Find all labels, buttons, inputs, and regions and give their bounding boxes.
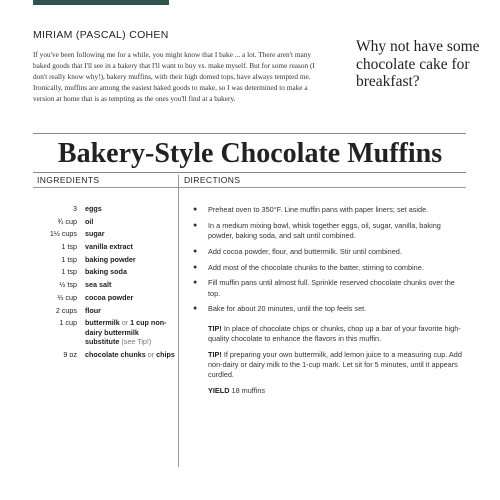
tips-section [208,324,463,396]
ingredient-item [33,242,175,252]
ingredient-item [33,267,175,277]
bullet-icon: ● [193,263,198,271]
ingredient-qty: 1 tsp [61,267,77,277]
bullet-icon: ● [193,206,198,213]
ingredient-qty: ¾ cup [57,216,77,226]
tip-label: TIP! [208,350,222,359]
ingredient-item [33,255,175,265]
bullet-icon: ● [193,279,198,287]
ingredients-list [33,204,175,363]
column-header-rule [33,187,466,188]
ingredient-name: flour [85,305,101,315]
ingredient-name: eggs [85,204,102,213]
ingredient-name: buttermilk [85,318,120,328]
tip-text: If preparing your own buttermilk, add lemon juice to a measuring cup. Add non-dairy or dairy milk to the 1-cup mark. Let sit for 5 minutes, until it appears curdled. [208,350,462,380]
ingredient-qty: 1 tsp [61,254,77,264]
intro-paragraph: If you've been following me for a while, you might know that I bake ... a lot. There aren't many baked goods that I'll see in a bakery that I'll want to buy vs. make myself. But for some reason (I don't really know why!), bakery muffins, with their high domed tops, have always tempted me. Ironically, muffins are among the easiest baked goods to make, so I was determined to make a version at home that is as tempting as the ones you'll find at a bakery. [33,50,315,103]
tip-note [208,350,463,381]
direction-text: In a medium mixing bowl, whisk together eggs, oil, sugar, vanilla, baking powder, baking soda, and salt until combined. [208,220,441,240]
author-name: MIRIAM (PASCAL) COHEN [33,29,169,41]
column-divider [178,175,179,467]
direction-text: Bake for about 20 minutes, until the top feels set. [208,304,367,314]
ingredient-or: or [121,318,129,328]
ingredient-name: sugar [85,229,105,239]
ingredient-name-group [85,350,175,360]
ingredient-item [33,280,175,290]
directions-heading: DIRECTIONS [184,175,241,185]
tip-text: In place of chocolate chips or chunks, chop up a bar of your favorite high-quality chocolate to enhance the flavors in this muffin. [208,324,461,344]
ingredient-qty: 9 oz [63,349,77,359]
ingredient-item [33,318,175,347]
ingredient-alt-name: 1 cup non-dairy buttermilk substitute [85,318,167,347]
ingredient-name: baking powder [85,254,136,264]
ingredient-name: chocolate chunks [85,349,146,359]
bullet-icon: ● [193,247,198,255]
ingredient-alt-name: chips [156,349,175,359]
yield-value: 18 muffins [231,386,266,396]
direction-text: Fill muffin pans until almost full. Sprinkle reserved chocolate chunks over the top. [208,278,455,298]
ingredient-qty: 3 [73,204,77,213]
direction-step [193,263,463,273]
ingredient-qty: 2 cups [55,305,77,315]
yield-line [208,386,463,396]
ingredient-item [33,350,175,360]
ingredient-name: cocoa powder [85,292,134,302]
recipe-title: Bakery-Style Chocolate Muffins [57,138,443,169]
direction-step [193,247,463,257]
yield-label: YIELD [208,386,230,396]
pull-quote: Why not have some chocolate cake for breakfast? [356,38,480,90]
ingredient-note: (see Tip!) [121,337,152,347]
bullet-icon: ● [193,305,198,313]
ingredient-qty: 1 cup [59,318,77,328]
direction-step [193,304,463,314]
direction-step [193,205,463,215]
ingredient-item [33,217,175,227]
ingredient-name: oil [85,216,94,226]
ingredient-name-group [85,318,175,347]
ingredient-name: sea salt [85,280,112,290]
ingredient-name: baking soda [85,267,127,277]
direction-step [193,278,463,298]
ingredient-name: vanilla extract [85,242,133,252]
ingredient-qty: 1½ cups [49,229,77,239]
tip-label: TIP! [208,324,222,333]
ingredient-item [33,229,175,239]
accent-bar [33,0,169,5]
title-bottom-rule [33,172,466,173]
bullet-icon: ● [193,221,198,229]
tip-note [208,324,463,344]
ingredient-qty: 1 tsp [61,242,77,252]
direction-step [193,221,463,241]
ingredients-heading: INGREDIENTS [37,175,100,185]
ingredient-or: or [147,349,155,359]
direction-text: Add cocoa powder, flour, and buttermilk. Stir until combined. [208,246,402,256]
direction-text: Add most of the chocolate chunks to the batter, stirring to combine. [208,262,424,272]
ingredient-item [33,293,175,303]
ingredient-qty: ½ tsp [59,280,77,290]
ingredient-item [33,204,175,214]
directions-list [193,205,463,320]
ingredient-item [33,306,175,316]
direction-text: Preheat oven to 350°F. Line muffin pans with paper liners; set aside. [208,205,429,214]
ingredient-qty: ⅔ cup [57,292,77,302]
